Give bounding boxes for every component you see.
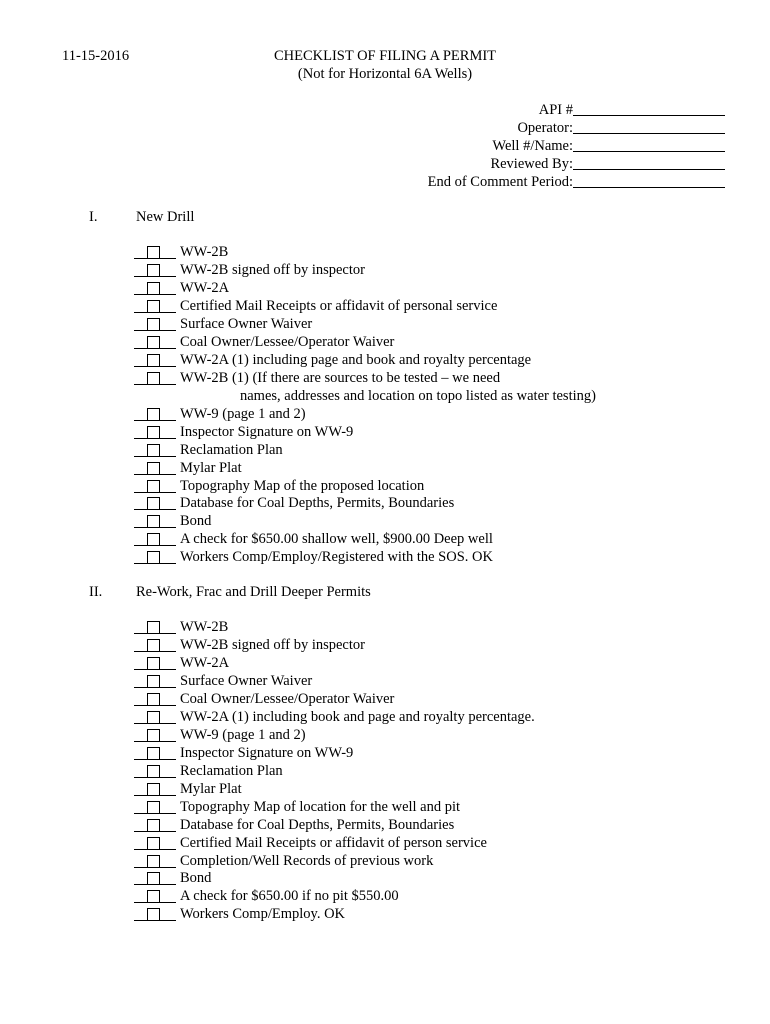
checklist-item-label: WW-9 (page 1 and 2) [180,727,306,743]
checkbox[interactable] [134,636,176,654]
checkbox[interactable] [134,690,176,708]
checkbox-square-icon [147,264,160,277]
checklist-item-label: Mylar Plat [180,781,242,797]
api-blank-line[interactable] [573,102,725,116]
checklist-item-label: WW-2B (1) (If there are sources to be tested – we need [180,370,501,386]
reviewed-by-field[interactable] [490,155,725,173]
checkbox[interactable] [134,708,176,726]
document-subtitle: (Not for Horizontal 6A Wells) [297,66,473,82]
checkbox-square-icon [147,246,160,259]
checklist-item [134,816,454,834]
section1-item-continuation: names, addresses and location on topo listed as water testing) [240,388,596,404]
checkbox[interactable] [134,744,176,762]
section1-number: I. [89,209,98,225]
checkbox-square-icon [147,657,160,670]
checkbox-square-icon [147,497,160,510]
checklist-item-label: A check for $650.00 if no pit $550.00 [180,888,399,904]
checkbox-square-icon [147,462,160,475]
checklist-item-label: WW-9 (page 1 and 2) [180,406,306,422]
checkbox-square-icon [147,318,160,331]
checklist-item-label: Reclamation Plan [180,763,283,779]
checkbox-square-icon [147,908,160,921]
checkbox-square-icon [147,872,160,885]
section1-title: New Drill [136,209,195,225]
checkbox[interactable] [134,726,176,744]
checkbox-square-icon [147,444,160,457]
section2-number: II. [89,584,103,600]
checkbox[interactable] [134,512,176,530]
checkbox-square-icon [147,747,160,760]
checklist-item-label: A check for $650.00 shallow well, $900.00 Deep well [180,531,493,547]
checklist-item-label: Mylar Plat [180,460,242,476]
checklist-item [134,512,211,530]
checklist-item-label: WW-2A (1) including book and page and royalty percentage. [180,709,535,725]
checklist-item [134,243,228,261]
checklist-item-label: Certified Mail Receipts or affidavit of person service [180,835,487,851]
checklist-item-label: Database for Coal Depths, Permits, Boundaries [180,495,455,511]
operator-blank-line[interactable] [573,120,725,134]
checklist-item [134,618,228,636]
checkbox[interactable] [134,369,176,387]
checkbox[interactable] [134,887,176,905]
checklist-item-label: Completion/Well Records of previous work [180,853,434,869]
checklist-item-label: Certified Mail Receipts or affidavit of personal service [180,298,498,314]
checkbox[interactable] [134,351,176,369]
operator-field[interactable] [517,119,725,137]
checkbox[interactable] [134,816,176,834]
checkbox[interactable] [134,654,176,672]
comment-period-label: End of Comment Period: [427,174,573,190]
checkbox[interactable] [134,780,176,798]
checkbox[interactable] [134,315,176,333]
checklist-item [134,423,353,441]
checklist-item [134,834,487,852]
checkbox-square-icon [147,408,160,421]
checkbox-square-icon [147,533,160,546]
checklist-item [134,369,500,387]
checkbox[interactable] [134,297,176,315]
checkbox-square-icon [147,675,160,688]
checkbox[interactable] [134,459,176,477]
checkbox[interactable] [134,423,176,441]
checklist-item [134,441,283,459]
checklist-item-label: Workers Comp/Employ/Registered with the SOS. OK [180,549,493,565]
checklist-item [134,494,454,512]
checklist-item [134,351,531,369]
checkbox-square-icon [147,300,160,313]
checkbox-square-icon [147,693,160,706]
checklist-item [134,869,211,887]
checklist-item [134,636,365,654]
checkbox-square-icon [147,426,160,439]
checklist-item [134,780,242,798]
checklist-item [134,548,493,566]
checklist-item-label: Reclamation Plan [180,442,283,458]
checklist-item [134,708,535,726]
checklist-item-label: WW-2B signed off by inspector [180,637,365,653]
well-name-blank-line[interactable] [573,138,725,152]
checklist-item-label: Bond [180,870,212,886]
checkbox[interactable] [134,672,176,690]
checkbox[interactable] [134,798,176,816]
checkbox-square-icon [147,551,160,564]
checkbox-square-icon [147,639,160,652]
checklist-item [134,798,460,816]
checklist-item-label: Surface Owner Waiver [180,673,313,689]
checkbox[interactable] [134,852,176,870]
checkbox[interactable] [134,441,176,459]
document-date: 11-15-2016 [62,48,130,64]
checklist-item [134,762,283,780]
checkbox[interactable] [134,279,176,297]
checklist-item [134,459,242,477]
checkbox[interactable] [134,834,176,852]
checklist-item-label: Bond [180,513,212,529]
checklist-item-label: WW-2B signed off by inspector [180,262,365,278]
checklist-item [134,654,229,672]
checkbox-square-icon [147,801,160,814]
checklist-item [134,405,306,423]
checklist-item [134,297,497,315]
checkbox-square-icon [147,890,160,903]
checkbox-square-icon [147,819,160,832]
checklist-item [134,477,424,495]
checkbox-square-icon [147,855,160,868]
checklist-item [134,726,306,744]
checklist-item-label: Workers Comp/Employ. OK [180,906,346,922]
checklist-item [134,887,399,905]
checkbox[interactable] [134,869,176,887]
checkbox-square-icon [147,282,160,295]
section2-title: Re-Work, Frac and Drill Deeper Permits [136,584,371,600]
checkbox-square-icon [147,837,160,850]
checklist-item-label: WW-2B [180,619,229,635]
checkbox[interactable] [134,333,176,351]
checklist-item-label: WW-2B [180,244,229,260]
checklist-item-label: Surface Owner Waiver [180,316,313,332]
checkbox-square-icon [147,372,160,385]
document-title: CHECKLIST OF FILING A PERMIT [273,48,497,64]
checkbox[interactable] [134,530,176,548]
checkbox-square-icon [147,354,160,367]
comment-period-blank-line[interactable] [573,174,725,188]
checklist-item [134,530,493,548]
checklist-item-label: WW-2A (1) including page and book and royalty percentage [180,352,532,368]
checklist-item [134,905,345,923]
checklist-item [134,744,353,762]
checklist-item [134,261,365,279]
checklist-item-label: WW-2A [180,655,230,671]
checklist-item-label: Inspector Signature on WW-9 [180,424,354,440]
reviewed-by-blank-line[interactable] [573,156,725,170]
checkbox-square-icon [147,711,160,724]
reviewed-by-label: Reviewed By: [490,156,573,172]
checklist-item-label: Coal Owner/Lessee/Operator Waiver [180,691,395,707]
checkbox[interactable] [134,243,176,261]
checklist-item-label: Inspector Signature on WW-9 [180,745,354,761]
checkbox-square-icon [147,729,160,742]
checklist-item [134,852,433,870]
checkbox[interactable] [134,261,176,279]
checkbox[interactable] [134,405,176,423]
checkbox[interactable] [134,548,176,566]
checklist-item-label: WW-2A [180,280,230,296]
api-label: API # [538,102,573,118]
well-name-label: Well #/Name: [492,138,573,154]
checkbox-square-icon [147,515,160,528]
checkbox[interactable] [134,477,176,495]
checklist-item [134,690,394,708]
checkbox[interactable] [134,618,176,636]
checklist-item-label: Topography Map of location for the well and pit [180,799,461,815]
checkbox[interactable] [134,494,176,512]
checkbox-square-icon [147,336,160,349]
checklist-item [134,279,229,297]
comment-period-field[interactable] [428,173,725,191]
operator-label: Operator: [517,120,573,136]
checklist-item [134,672,312,690]
checkbox[interactable] [134,905,176,923]
checkbox-square-icon [147,621,160,634]
checkbox-square-icon [147,783,160,796]
checklist-item [134,333,394,351]
checklist-item-label: Coal Owner/Lessee/Operator Waiver [180,334,395,350]
checklist-item-label: Database for Coal Depths, Permits, Boundaries [180,817,455,833]
checkbox-square-icon [147,480,160,493]
checklist-item [134,315,312,333]
api-field[interactable] [539,101,725,119]
checkbox-square-icon [147,765,160,778]
checklist-item-label: Topography Map of the proposed location [180,478,425,494]
well-name-field[interactable] [492,137,725,155]
checkbox[interactable] [134,762,176,780]
